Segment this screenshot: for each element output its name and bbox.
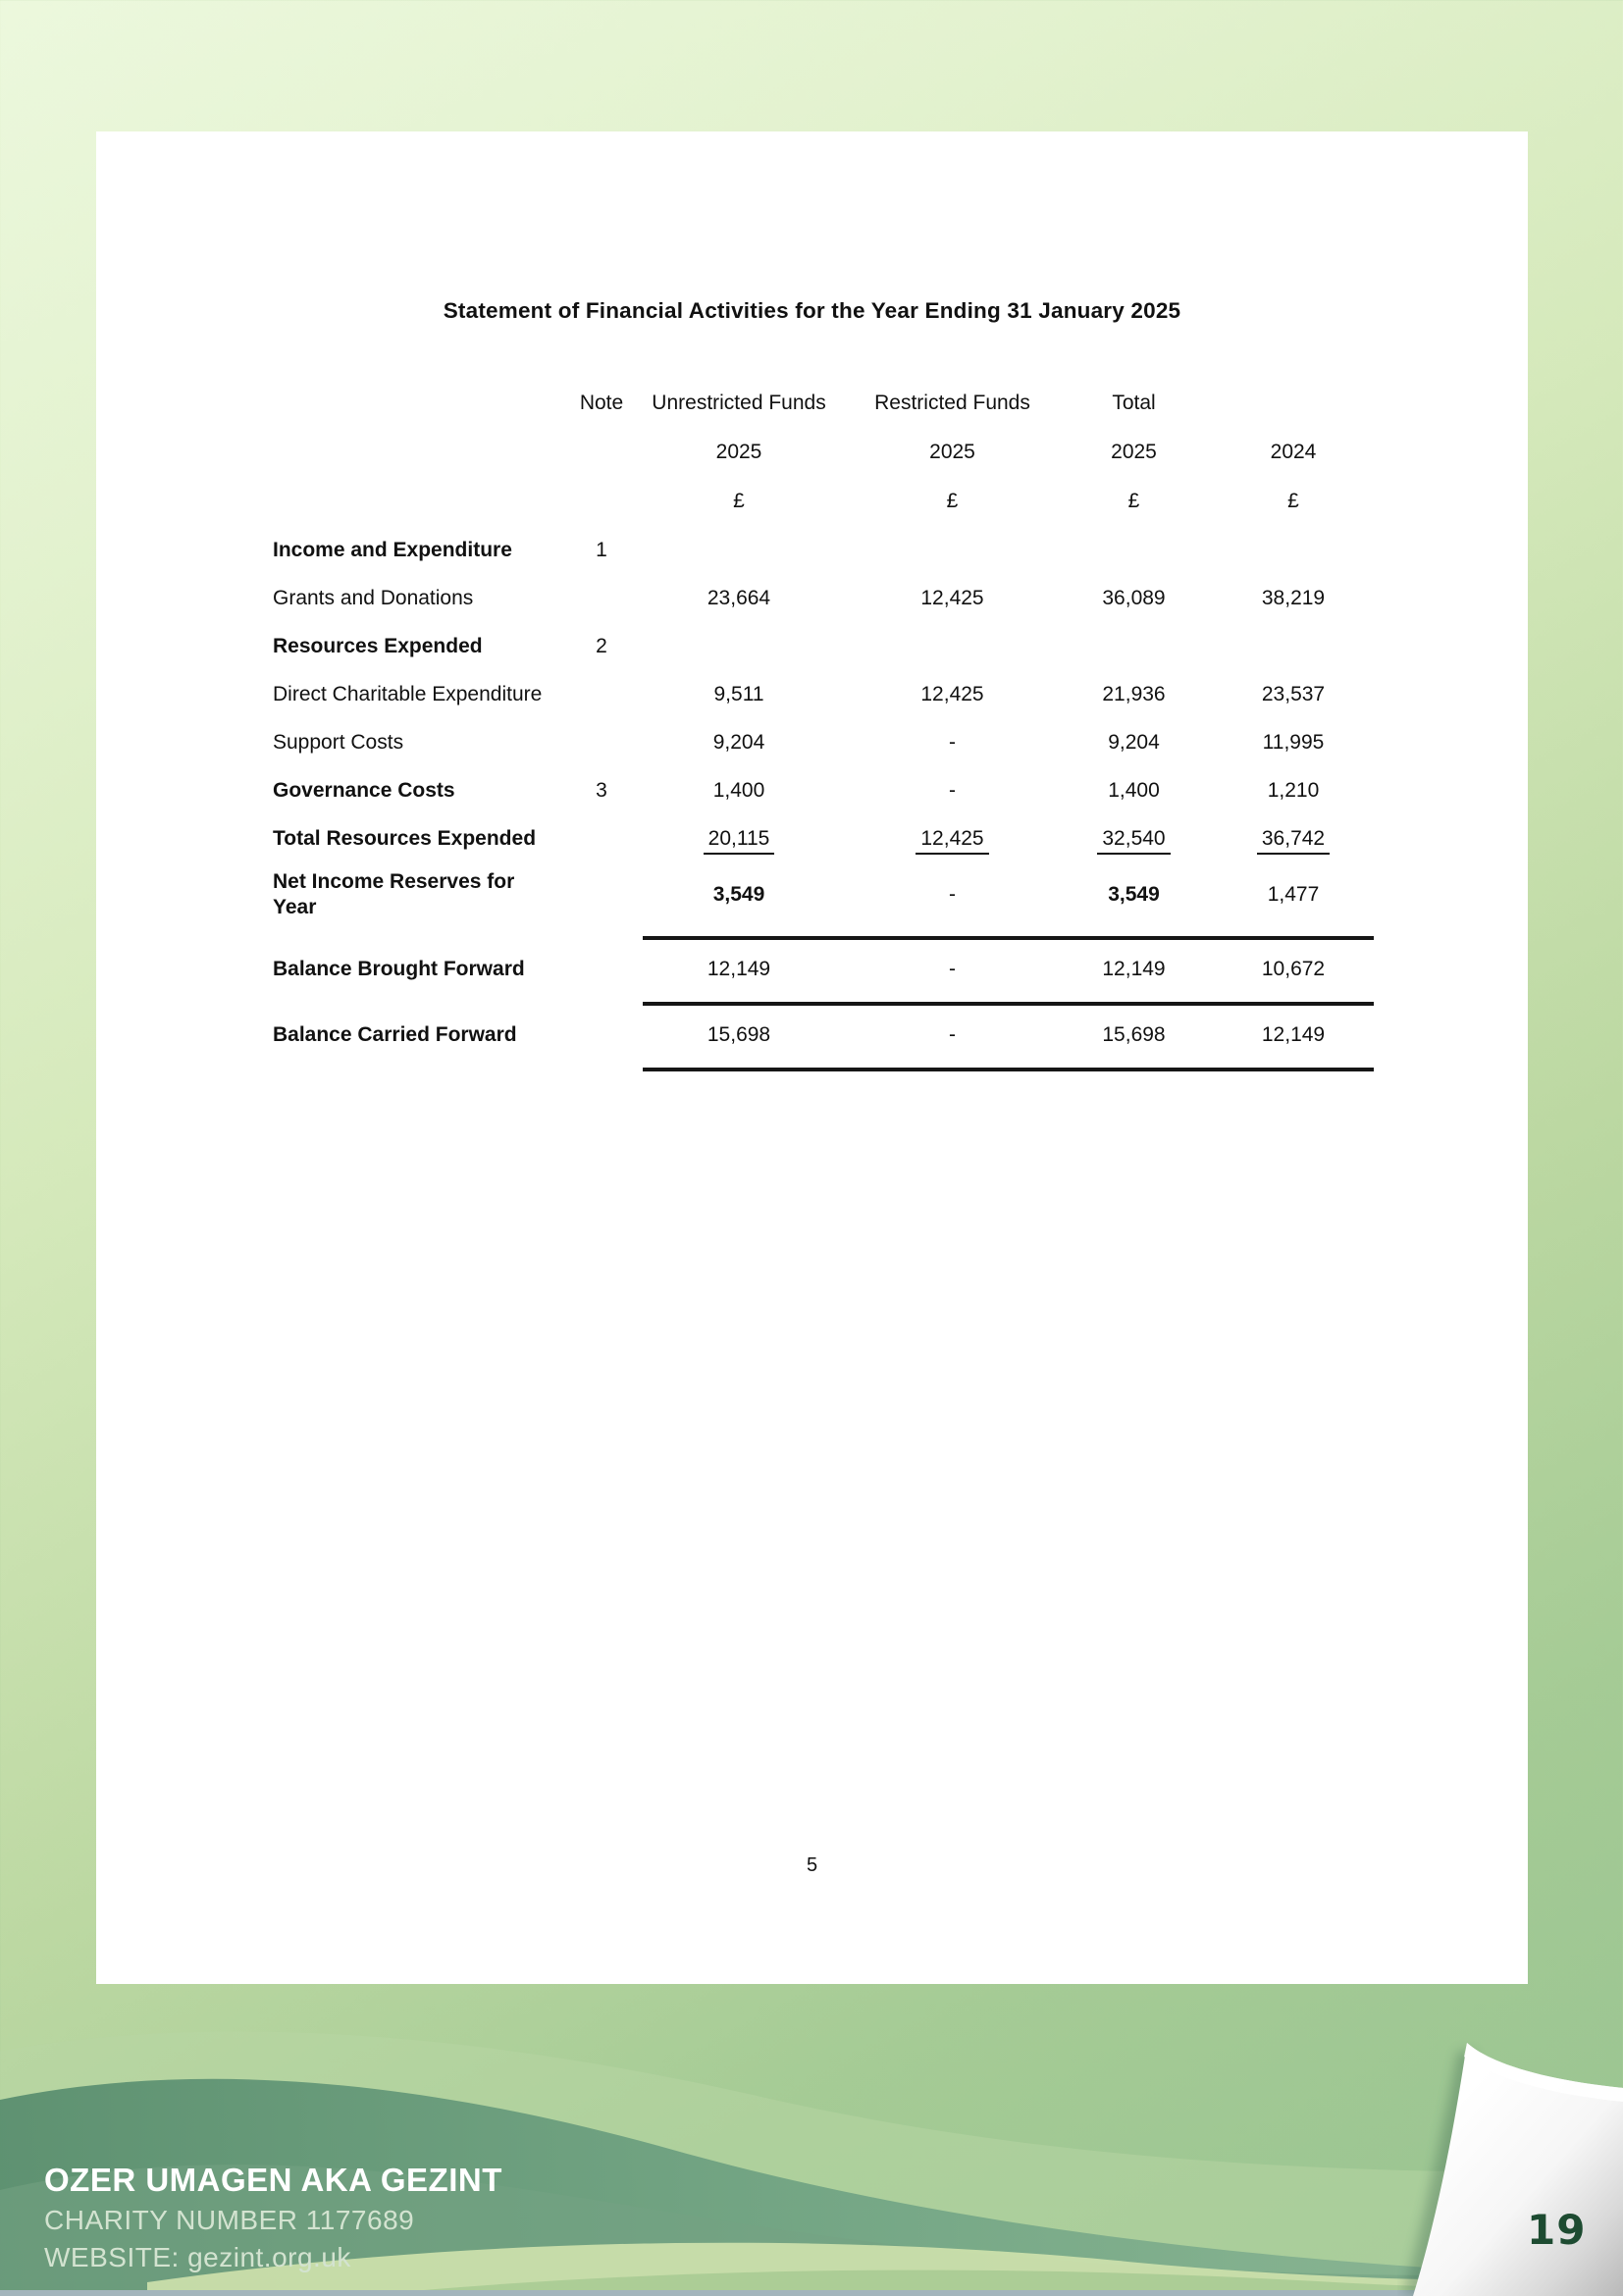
year-header: 2025	[1111, 441, 1157, 463]
currency-symbol: £	[733, 490, 745, 512]
financial-table	[273, 379, 1372, 1076]
bottom-edge-strip	[0, 2290, 1623, 2296]
value-cell: 1,477	[1267, 883, 1320, 906]
value-cell: 36,089	[1102, 586, 1166, 609]
outer-page-number: 19	[1527, 2206, 1587, 2254]
row-label: Resources Expended	[273, 634, 483, 657]
note-number: 1	[596, 538, 607, 561]
row-label: Total Resources Expended	[273, 826, 537, 850]
table-row	[273, 862, 1372, 927]
row-label: Support Costs	[273, 730, 404, 754]
value-cell: 1,210	[1267, 778, 1320, 802]
table-row	[273, 814, 1372, 862]
value-cell: -	[949, 778, 956, 802]
value-cell: 9,204	[712, 730, 765, 754]
page-title: Statement of Financial Activities for the Year Ending 31 January 2025	[443, 298, 1181, 323]
value-cell: -	[949, 1022, 956, 1046]
row-label: Direct Charitable Expenditure	[273, 682, 543, 705]
table-row	[273, 718, 1372, 766]
value-cell: 20,115	[626, 827, 852, 851]
value-cell: 10,672	[1261, 957, 1326, 980]
table-year-row	[273, 428, 1372, 477]
currency-symbol: £	[1287, 490, 1299, 512]
table-row	[273, 574, 1372, 622]
value-cell: 12,149	[1102, 957, 1166, 980]
value-cell: 12,425	[920, 682, 984, 705]
table-row	[273, 766, 1372, 814]
value-cell: 21,936	[1102, 682, 1166, 705]
value-cell: 23,664	[707, 586, 771, 609]
table-row	[273, 526, 1372, 574]
table-total-rule	[643, 1068, 1374, 1071]
inner-page-number: 5	[806, 1854, 818, 1876]
financial-table-body	[273, 526, 1372, 1071]
table-row	[273, 670, 1372, 718]
table-header-row	[273, 379, 1372, 428]
value-cell: 15,698	[1102, 1022, 1166, 1046]
value-cell: 11,995	[1262, 730, 1325, 754]
value-cell: -	[949, 883, 956, 906]
value-cell: -	[949, 730, 956, 754]
value-cell: -	[949, 957, 956, 980]
value-cell: 12,425	[920, 586, 984, 609]
document-page	[96, 131, 1528, 1984]
value-cell: 1,400	[1108, 778, 1160, 802]
value-cell: 36,742	[1215, 827, 1372, 851]
value-cell: 12,425	[852, 827, 1053, 851]
value-cell: 9,204	[1108, 730, 1160, 754]
table-total-rule	[643, 1002, 1374, 1006]
value-cell: 15,698	[707, 1022, 771, 1046]
value-cell: 9,511	[713, 682, 764, 705]
year-header: 2025	[715, 441, 762, 463]
note-number: 3	[596, 778, 607, 802]
value-cell: 12,149	[707, 957, 771, 980]
restricted-funds-header: Restricted Funds	[874, 391, 1030, 414]
total-header: Total	[1112, 391, 1156, 414]
row-label: Net Income Reserves for Year	[273, 869, 515, 918]
charity-number: CHARITY NUMBER 1177689	[44, 2205, 415, 2235]
note-column-header: Note	[579, 391, 624, 414]
table-total-rule	[643, 936, 1374, 940]
currency-symbol: £	[1127, 490, 1140, 512]
value-cell: 23,537	[1261, 682, 1326, 705]
value-cell: 1,400	[712, 778, 765, 802]
value-cell: 32,540	[1053, 827, 1215, 851]
row-label: Grants and Donations	[273, 586, 474, 609]
website-link[interactable]: WEBSITE: gezint.org.uk	[44, 2241, 351, 2272]
year-header: 2025	[929, 441, 975, 463]
organisation-name: OZER UMAGEN AKA GEZINT	[44, 2162, 502, 2198]
value-cell: 38,219	[1261, 586, 1326, 609]
row-label: Balance Brought Forward	[273, 957, 525, 980]
row-label: Income and Expenditure	[273, 538, 512, 561]
table-row	[273, 622, 1372, 670]
value-cell: 12,149	[1261, 1022, 1326, 1046]
currency-symbol: £	[946, 490, 959, 512]
year-header: 2024	[1270, 441, 1317, 463]
unrestricted-funds-header: Unrestricted Funds	[652, 391, 826, 414]
table-row	[273, 1011, 1372, 1059]
value-cell: 3,549	[712, 883, 765, 906]
footer	[44, 2162, 502, 2273]
row-label: Governance Costs	[273, 778, 455, 802]
value-cell: 3,549	[1108, 883, 1160, 906]
table-currency-row	[273, 477, 1372, 526]
row-label: Balance Carried Forward	[273, 1022, 517, 1046]
note-number: 2	[596, 634, 607, 657]
table-row	[273, 945, 1372, 993]
